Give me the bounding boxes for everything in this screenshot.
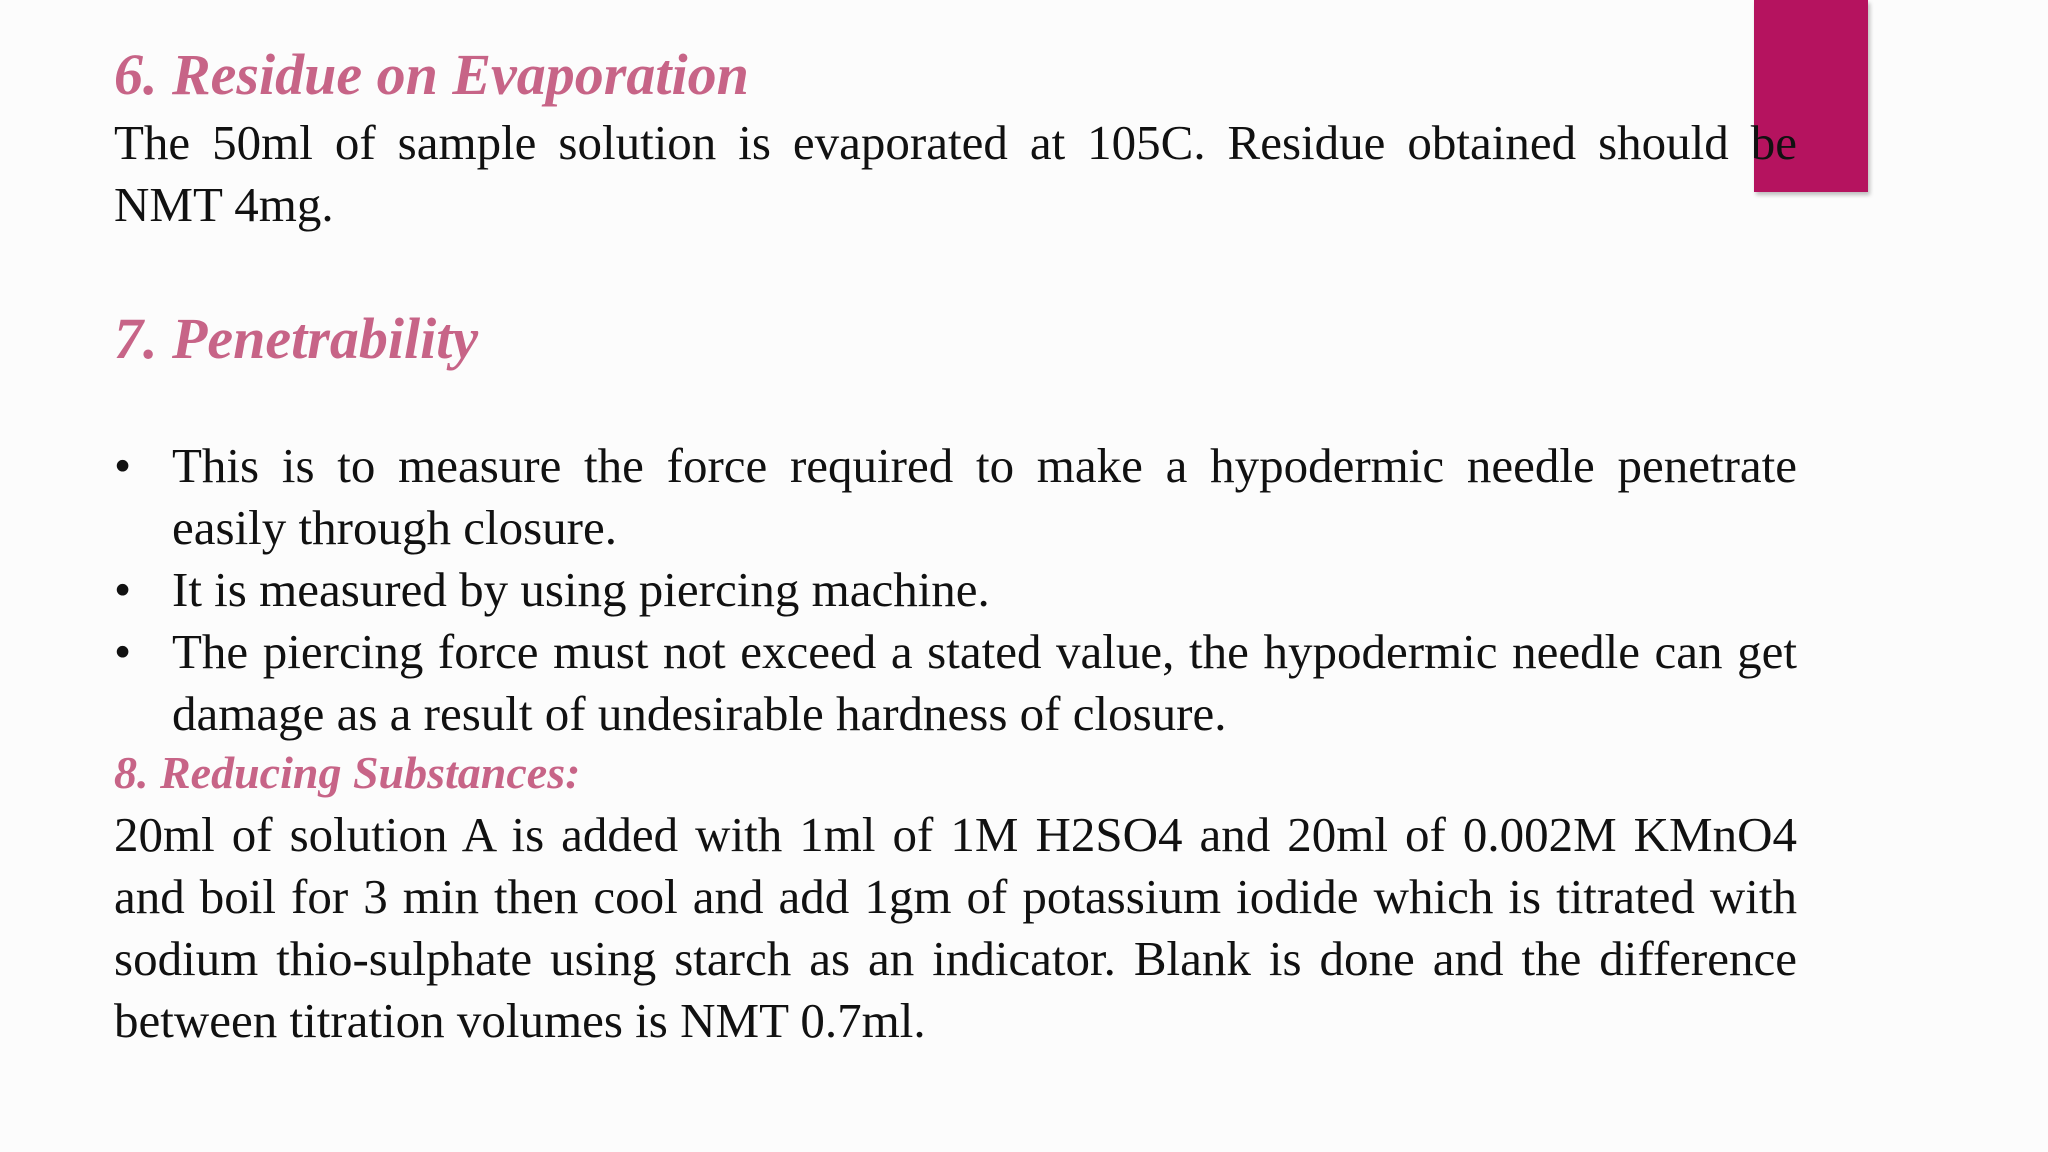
list-item [114, 435, 1797, 559]
list-item [114, 621, 1797, 745]
section-7-heading: 7. Penetrability [114, 305, 479, 371]
section-6-text: The 50ml of sample solution is evaporated at 105C. Residue obtained should be NMT 4mg. [114, 114, 1797, 232]
section-7-bullet-list [114, 435, 1797, 745]
bullet-icon: • [114, 624, 132, 680]
bullet-icon: • [114, 438, 132, 494]
bullet-icon: • [114, 562, 132, 618]
bullet-text: The piercing force must not exceed a stated value, the hypodermic needle can get damage as a result of undesirable hardness of closure. [172, 624, 1797, 742]
bullet-text: It is measured by using piercing machine. [172, 562, 990, 618]
bullet-text: This is to measure the force required to make a hypodermic needle penetrate easily through closure. [172, 438, 1797, 556]
section-6-heading: 6. Residue on Evaporation [114, 42, 749, 107]
slide-content [114, 40, 1797, 1052]
section-8-text: 20ml of solution A is added with 1ml of 1M H2SO4 and 20ml of 0.002M KMnO4 and boil for 3 min then cool and add 1gm of potassium iodide which is titrated with sodium thio-sulphate using starch as an indicator. Blank is done and the difference between titration volumes is NMT 0.7ml. [114, 807, 1797, 1049]
list-item [114, 559, 1797, 621]
section-8-heading: 8. Reducing Substances: [114, 747, 581, 799]
